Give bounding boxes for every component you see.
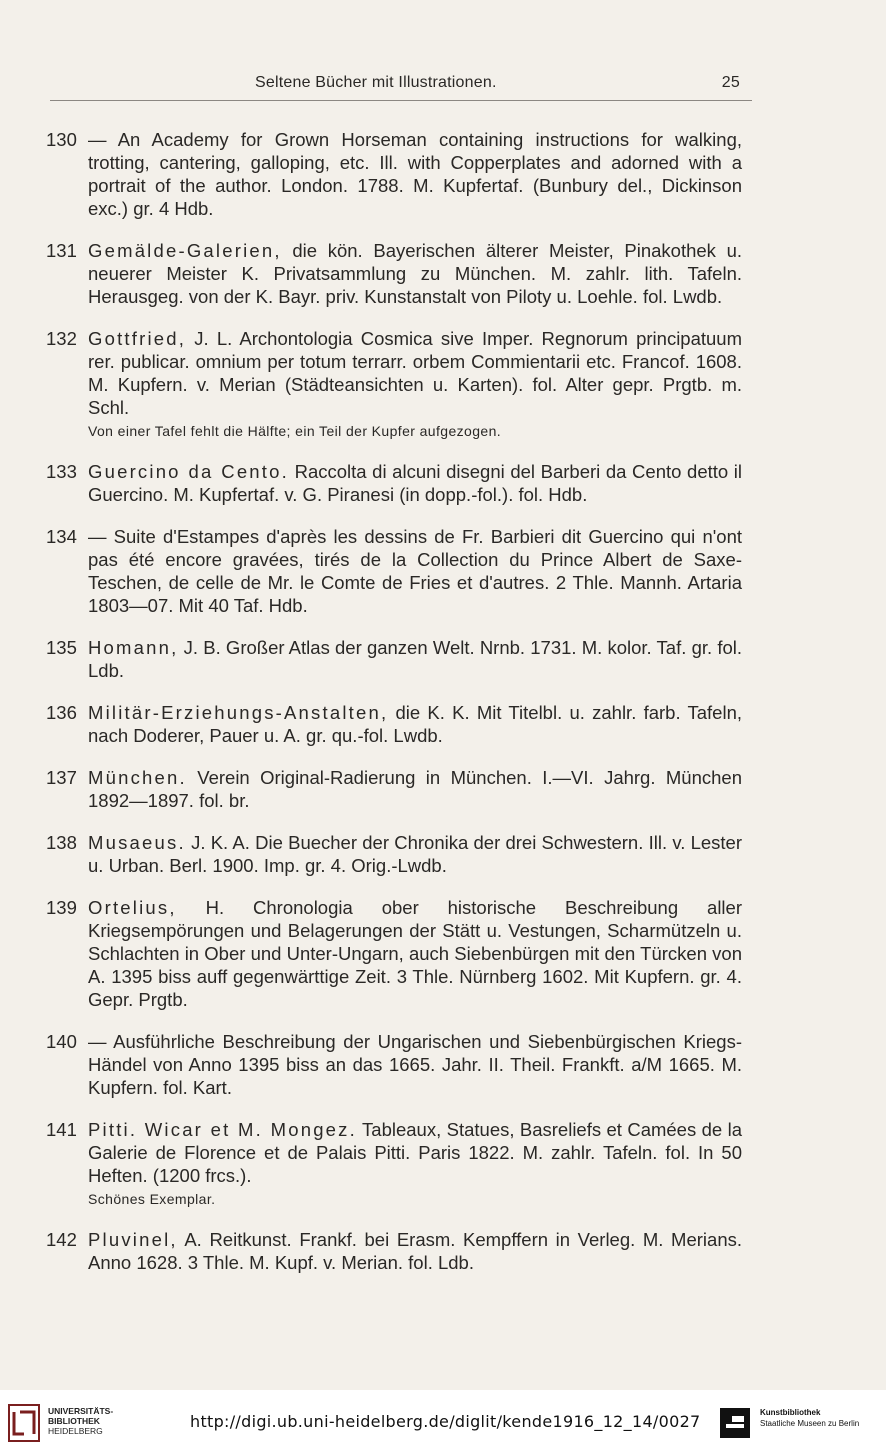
footer-bar — [0, 1390, 886, 1455]
catalogue-entry — [46, 128, 742, 220]
catalogue-entry — [46, 701, 742, 747]
catalogue-entry — [46, 1118, 742, 1209]
entry-text — [88, 896, 742, 1011]
page-number: 25 — [721, 74, 740, 91]
entry-text — [88, 701, 742, 747]
entry-number: 140 — [46, 1031, 77, 1052]
entry-number: 142 — [46, 1229, 77, 1250]
entry-number: 139 — [46, 897, 77, 918]
entry-note: Von einer Tafel fehlt die Hälfte; ein Teil der Kupfer aufgezogen. — [88, 423, 502, 439]
entry-author: Ortelius, — [88, 897, 177, 918]
entry-number: 132 — [46, 328, 77, 349]
catalogue-entry — [46, 636, 742, 682]
catalogue-entry — [46, 327, 742, 441]
entry-author: Pluvinel, — [88, 1229, 178, 1250]
catalogue-entry — [46, 896, 742, 1011]
entry-text — [88, 1030, 742, 1099]
entry-number: 130 — [46, 129, 77, 150]
entry-author: Guercino da Cento. — [88, 461, 289, 482]
entry-description: — An Academy for Grown Horseman containing instructions for walking, trotting, cantering, galloping, etc. Ill. with Copperplates and adorned with a portrait of the author. London. 1788. M. Kupfertaf. (Bunbury del., Dickinson exc.) gr. 4 Hdb. — [88, 129, 742, 219]
entry-number: 141 — [46, 1119, 77, 1140]
entry-number: 136 — [46, 702, 77, 723]
kunstbibliothek-logo-icon — [720, 1408, 750, 1438]
kb-line-1: Kunstbibliothek — [760, 1408, 821, 1417]
entry-author: Pitti. Wicar et M. Mongez. — [88, 1119, 357, 1140]
entry-text — [88, 460, 742, 506]
entry-author: Gottfried, — [88, 328, 187, 349]
catalogue-entry — [46, 460, 742, 506]
entry-number: 138 — [46, 832, 77, 853]
catalogue-entry — [46, 1030, 742, 1099]
entry-description: H. Chronologia ober historische Beschreibung aller Kriegsempörungen und Belagerungen der Stätt u. Vestungen, Scharmützeln u. Schlachten in Ober und Unter-Ungarn, auch Siebenbürgen mit den Türcken von A. 1395 biss auff gegenwärttige Zeit. 3 Thle. Nürnberg 1602. Mit Kupfern. gr. 4. Gepr. Prgtb. — [88, 897, 742, 1010]
entry-text — [88, 327, 742, 419]
entry-text — [88, 831, 742, 877]
entry-description: — Suite d'Estampes d'après les dessins de Fr. Barbieri dit Guercino qui n'ont pas été encore gravées, tirés de la Collection du Prince Albert de Saxe-Teschen, de celle de Mr. le Comte de Fries et d'autres. 2 Thle. Mannh. Artaria 1803—07. Mit 40 Taf. Hdb. — [88, 526, 742, 616]
entry-description: J. B. Großer Atlas der ganzen Welt. Nrnb. 1731. M. kolor. Taf. gr. fol. Ldb. — [88, 637, 743, 681]
entry-description: die K. K. Mit Titelbl. u. zahlr. farb. Tafeln, nach Doderer, Pauer u. A. gr. qu.-fol. Lwdb. — [88, 702, 742, 746]
entry-description: — Ausführliche Beschreibung der Ungarischen und Siebenbürgischen Kriegs-Händel von Anno 1395 biss an das 1665. Jahr. II. Theil. Frankft. a/M 1665. M. Kupfern. fol. Kart. — [88, 1031, 742, 1098]
university-library-name — [48, 1406, 113, 1436]
entry-text — [88, 525, 742, 617]
catalogue-entry — [46, 831, 742, 877]
entry-text — [88, 636, 742, 682]
entry-text — [88, 1118, 742, 1187]
running-head-title: Seltene Bücher mit Illustrationen. — [255, 74, 497, 91]
uni-line-3: HEIDELBERG — [48, 1426, 103, 1436]
entry-author: Musaeus. — [88, 832, 186, 853]
entry-author: Gemälde-Galerien, — [88, 240, 282, 261]
entry-author: München. — [88, 767, 187, 788]
entry-number: 134 — [46, 526, 77, 547]
entry-description: Tableaux, Statues, Basreliefs et Camées de la Galerie de Florence et de Palais Pitti. Paris 1822. M. zahlr. Tafeln. fol. In 50 Heften. (1200 frcs.). — [88, 1119, 742, 1186]
entry-description: J. K. A. Die Buecher der Chronika der drei Schwestern. Ill. v. Lester u. Urban. Berl. 1900. Imp. gr. 4. Orig.-Lwdb. — [88, 832, 743, 876]
entry-note: Schönes Exemplar. — [88, 1191, 216, 1207]
entry-number: 137 — [46, 767, 77, 788]
kunstbibliothek-name — [760, 1407, 859, 1429]
entry-description: A. Reitkunst. Frankf. bei Erasm. Kempffern in Verleg. M. Merians. Anno 1628. 3 Thle. M. Kupf. v. Merian. fol. Ldb. — [88, 1229, 742, 1273]
entry-description: Raccolta di alcuni disegni del Barberi da Cento detto il Guercino. M. Kupfertaf. v. G. Piranesi (in dopp.-fol.). fol. Hdb. — [88, 461, 743, 505]
entry-author: Homann, — [88, 637, 179, 658]
catalogue-entry — [46, 239, 742, 308]
entry-number: 131 — [46, 240, 77, 261]
entry-description: die kön. Bayerischen älterer Meister, Pinakothek u. neuerer Meister K. Privatsammlung zu München. M. zahlr. lith. Tafeln. Herausgeg. von der K. Bayr. priv. Kunstanstalt von Piloty u. Loehle. fol. Lwdb. — [88, 240, 743, 307]
entry-description: J. L. Archontologia Cosmica sive Imper. Regnorum principatuum rer. publicar. omnium per totum terrarr. orbem Commientarii etc. Francof. 1608. M. Kupfern. v. Merian (Städteansichten u. Karten). fol. Alter gepr. Prgtb. m. Schl. — [88, 328, 743, 418]
catalogue-entry — [46, 525, 742, 617]
entry-number: 135 — [46, 637, 77, 658]
heidelberg-library-logo-icon — [8, 1404, 40, 1442]
header-rule — [50, 100, 752, 101]
entry-author: Militär-Erziehungs-Anstalten, — [88, 702, 389, 723]
kb-line-2: Staatliche Museen zu Berlin — [760, 1419, 860, 1428]
entry-text — [88, 1228, 742, 1274]
entry-description: Verein Original-Radierung in München. I.—VI. Jahrg. München 1892—1897. fol. br. — [88, 767, 742, 811]
entry-text — [88, 128, 742, 220]
permalink-url[interactable]: http://digi.ub.uni-heidelberg.de/diglit/kende1916_12_14/0027 — [190, 1412, 701, 1431]
entry-number: 133 — [46, 461, 77, 482]
entry-text — [88, 239, 742, 308]
catalogue-entry — [46, 1228, 742, 1274]
catalogue-entries — [46, 128, 742, 1293]
uni-line-2: BIBLIOTHEK — [48, 1416, 100, 1426]
uni-line-1: UNIVERSITÄTS- — [48, 1406, 114, 1416]
entry-text — [88, 766, 742, 812]
catalogue-entry — [46, 766, 742, 812]
